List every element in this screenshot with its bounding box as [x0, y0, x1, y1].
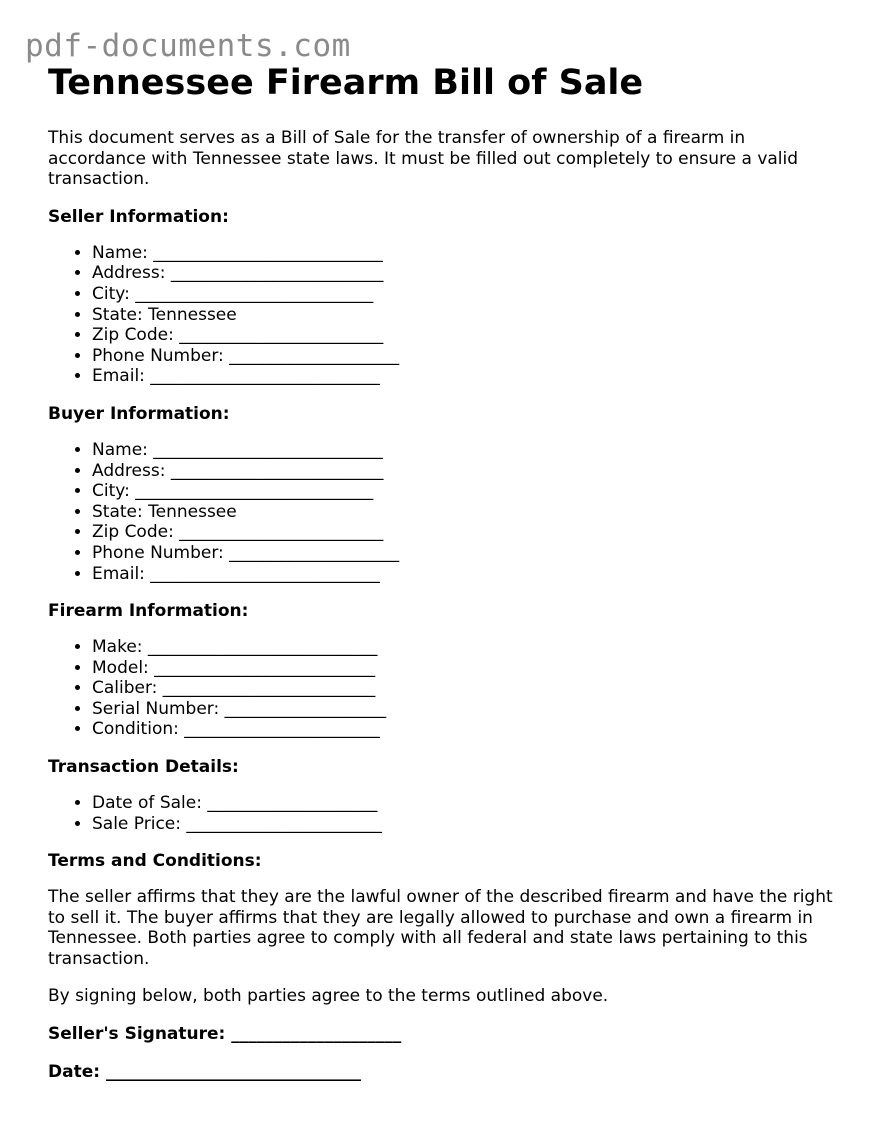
sale-price-field: • Sale Price: _______________________ — [92, 814, 838, 835]
intro-paragraph: This document serves as a Bill of Sale for the transfer of ownership of a firearm in accordance with Tennessee state laws. It must be filled out completely to ensure a valid transaction. — [48, 128, 799, 190]
firearm-condition-field: • Condition: _______________________ — [92, 719, 838, 740]
buyer-email-field: • Email: ___________________________ — [92, 564, 838, 585]
firearm-heading: Firearm Information: — [48, 601, 249, 622]
firearm-list — [48, 637, 838, 740]
document-title: Tennessee Firearm Bill of Sale — [48, 63, 644, 103]
transaction-heading: Transaction Details: — [48, 757, 239, 778]
terms-heading: Terms and Conditions: — [48, 851, 262, 872]
signature-date-line: Date: ______________________________ — [48, 1062, 361, 1083]
seller-signature-line: Seller's Signature: ____________________ — [48, 1024, 402, 1045]
transaction-list — [48, 793, 838, 834]
buyer-city-field: • City: ____________________________ — [92, 481, 838, 502]
watermark: pdf-documents.com — [25, 28, 351, 64]
buyer-name-field: • Name: ___________________________ — [92, 440, 838, 461]
seller-state-field: • State: Tennessee — [92, 305, 838, 326]
document — [48, 62, 838, 1083]
seller-phone-field: • Phone Number: ____________________ — [92, 346, 838, 367]
seller-heading: Seller Information: — [48, 206, 229, 227]
seller-address-field: • Address: _________________________ — [92, 263, 838, 284]
seller-list — [48, 243, 838, 387]
buyer-state-field: • State: Tennessee — [92, 502, 838, 523]
seller-email-field: • Email: ___________________________ — [92, 366, 838, 387]
buyer-heading: Buyer Information: — [48, 403, 230, 424]
firearm-make-field: • Make: ___________________________ — [92, 637, 838, 658]
seller-name-field: • Name: ___________________________ — [92, 243, 838, 264]
buyer-zip-field: • Zip Code: ________________________ — [92, 522, 838, 543]
buyer-list — [48, 440, 838, 584]
buyer-address-field: • Address: _________________________ — [92, 461, 838, 482]
firearm-caliber-field: • Caliber: _________________________ — [92, 678, 838, 699]
sale-date-field: • Date of Sale: ____________________ — [92, 793, 838, 814]
firearm-model-field: • Model: __________________________ — [92, 658, 838, 679]
terms-paragraph: The seller affirms that they are the lawful owner of the described firearm and have the right to sell it. The buyer affirms that they are legally allowed to purchase and own a firearm in Tennessee. Both parties agree to comply with all federal and state laws pertaining to this transaction. — [48, 887, 833, 970]
buyer-phone-field: • Phone Number: ____________________ — [92, 543, 838, 564]
seller-city-field: • City: ____________________________ — [92, 284, 838, 305]
seller-zip-field: • Zip Code: ________________________ — [92, 325, 838, 346]
agreement-statement: By signing below, both parties agree to the terms outlined above. — [48, 985, 609, 1006]
firearm-serial-field: • Serial Number: ___________________ — [92, 699, 838, 720]
